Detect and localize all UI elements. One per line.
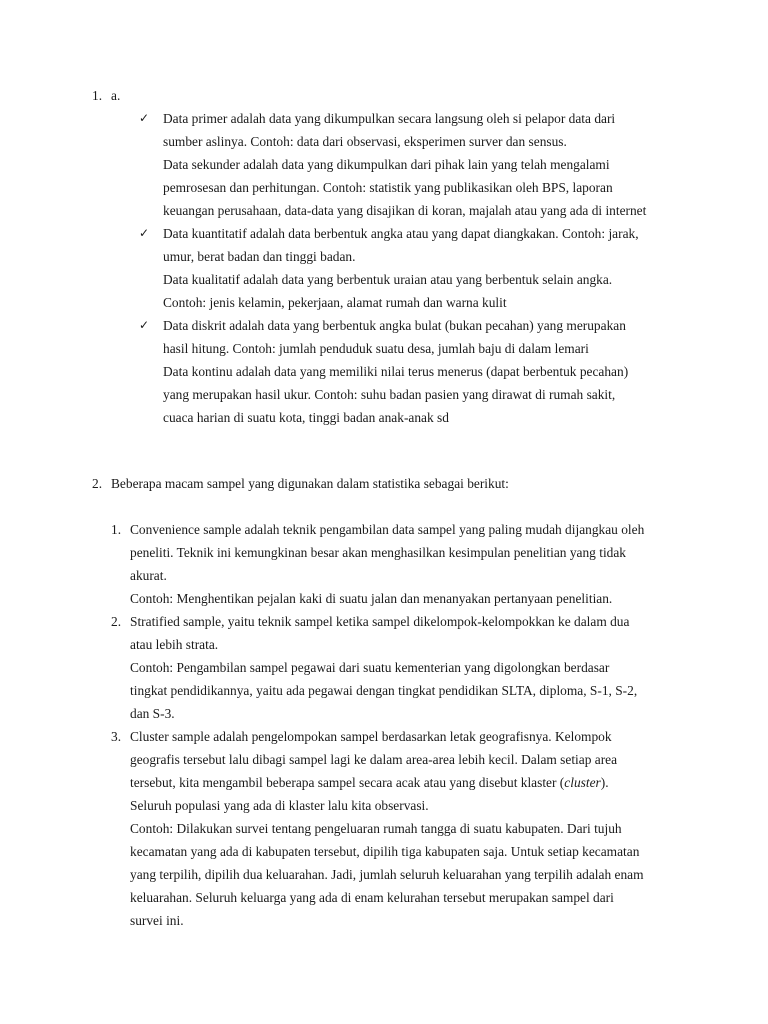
checkmark-icon: ✓ [139,318,150,332]
paragraph-line: peneliti. Teknik ini kemungkinan besar akan menghasilkan kesimpulan penelitian yang tidak [130,545,627,560]
paragraph-line: Data kontinu adalah data yang memiliki nilai terus menerus (dapat berbentuk pecahan) [163,364,629,379]
paragraph-line: hasil hitung. Contoh: jumlah penduduk suatu desa, jumlah baju di dalam lemari [163,341,589,356]
paragraph-line: Data primer adalah data yang dikumpulkan secara langsung oleh si pelapor data dari [163,111,616,126]
checkmark-icon: ✓ [139,111,150,125]
paragraph-line: yang merupakan hasil ukur. Contoh: suhu badan pasien yang dirawat di rumah sakit, [163,387,616,402]
paragraph-line: Contoh: Menghentikan pejalan kaki di suatu jalan dan menanyakan pertanyaan penelitian. [130,591,613,606]
paragraph-line: Data kualitatif adalah data yang berbentuk uraian atau yang berbentuk selain angka. [163,272,613,287]
paragraph-line: akurat. [130,568,167,583]
paragraph-line: yang terpilih, dipilih dua keluarahan. Jadi, jumlah seluruh keluarahan yang terpilih adalah enam [130,867,644,882]
paragraph-line [130,771,609,794]
paragraph-line: keuangan perusahaan, data-data yang disajikan di koran, majalah atau yang ada di internet [163,203,647,218]
paragraph-line: Contoh: Pengambilan sampel pegawai dari suatu kementerian yang digolongkan berdasar [130,660,610,675]
paragraph-line: umur, berat badan dan tinggi badan. [163,249,356,264]
paragraph-line: keluarahan. Seluruh keluarga yang ada di enam kelurahan tersebut merupakan sampel dari [130,890,614,905]
paragraph-line: Data kuantitatif adalah data berbentuk angka atau yang dapat diangkakan. Contoh: jarak, [163,226,639,241]
paragraph-line: Cluster sample adalah pengelompokan sampel berdasarkan letak geografisnya. Kelompok [130,729,612,744]
paragraph-line: sumber aslinya. Contoh: data dari observasi, eksperimen surver dan sensus. [163,134,567,149]
paragraph-line: pemrosesan dan perhitungan. Contoh: statistik yang publikasikan oleh BPS, laporan [163,180,613,195]
section-1-sublabel: a. [111,88,121,103]
section-2-intro: Beberapa macam sampel yang digunakan dalam statistika sebagai berikut: [111,476,509,491]
paragraph-line: tingkat pendidikannya, yaitu ada pegawai dengan tingkat pendidikan SLTA, diploma, S-1, S-2, [130,683,638,698]
paragraph-line: geografis tersebut lalu dibagi sampel lagi ke dalam area-area lebih kecil. Dalam setiap area [130,752,618,767]
line-text: tersebut, kita mengambil beberapa sampel secara acak atau yang disebut klaster ( [130,775,565,790]
list-item-number: 1. [111,522,122,537]
section-1-number: 1. [92,88,103,103]
paragraph-line: atau lebih strata. [130,637,219,652]
paragraph-line: Contoh: Dilakukan survei tentang pengeluaran rumah tangga di suatu kabupaten. Dari tujuh [130,821,622,836]
paragraph-line: cuaca harian di suatu kota, tinggi badan anak-anak sd [163,410,449,425]
italic-term: cluster [564,775,601,790]
list-item-number: 3. [111,729,122,744]
paragraph-line: Contoh: jenis kelamin, pekerjaan, alamat rumah dan warna kulit [163,295,507,310]
paragraph-line: Seluruh populasi yang ada di klaster lalu kita observasi. [130,798,429,813]
list-item-number: 2. [111,614,122,629]
paragraph-line: Data sekunder adalah data yang dikumpulkan dari pihak lain yang telah mengalami [163,157,610,172]
paragraph-line: Data diskrit adalah data yang berbentuk angka bulat (bukan pecahan) yang merupakan [163,318,626,333]
line-text: ). [600,775,609,790]
paragraph-line: dan S-3. [130,706,175,721]
paragraph-line: survei ini. [130,913,184,928]
paragraph-line: Convenience sample adalah teknik pengambilan data sampel yang paling mudah dijangkau oleh [130,522,645,537]
paragraph-line: kecamatan yang ada di kabupaten tersebut, dipilih tiga kabupaten saja. Untuk setiap kecamatan [130,844,640,859]
paragraph-line: Stratified sample, yaitu teknik sampel ketika sampel dikelompok-kelompokkan ke dalam dua [130,614,630,629]
checkmark-icon: ✓ [139,226,150,240]
section-2-number: 2. [92,476,103,491]
